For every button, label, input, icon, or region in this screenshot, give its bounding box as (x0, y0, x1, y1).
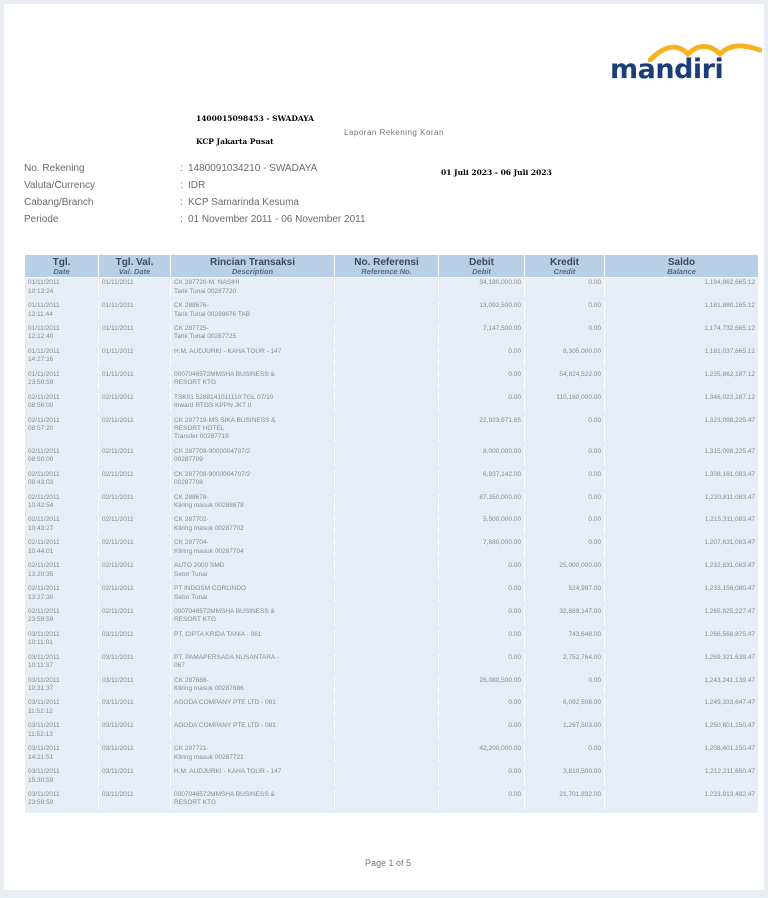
debit-cell: 5,500,000.00 (439, 515, 525, 534)
meta-separator: : (180, 214, 183, 225)
description-cell: CK 288676- Tarik Tunai 00288676 TAB (171, 301, 335, 320)
description-cell: 0007046572MMSHA BUSINESS & RESORT KTG (171, 790, 335, 809)
header-date (25, 255, 99, 278)
table-header-row (25, 255, 759, 278)
header-main: Tgl. (52, 257, 71, 268)
header-main: Debit (469, 257, 494, 268)
table-row (25, 744, 759, 763)
val-date-cell: 03/11/2011 (99, 676, 171, 695)
header-credit (525, 255, 605, 278)
reference-cell (335, 416, 439, 443)
table-row (25, 767, 759, 786)
date-cell: 02/11/2011 08:57:20 (25, 416, 99, 443)
table-row (25, 698, 759, 717)
debit-cell: 0.00 (439, 347, 525, 366)
header-main: Saldo (667, 257, 696, 268)
description-cell: PT. PAMAPERSADA NUSANTARA - 067 (171, 653, 335, 672)
description-cell: 0007046572MMSHA BUSINESS & RESORT KTG (171, 607, 335, 626)
transaction-rows (25, 278, 759, 813)
credit-cell: 0.00 (525, 278, 605, 297)
balance-cell: 1,220,811,083.47 (605, 493, 759, 512)
table-row (25, 561, 759, 580)
header-balance (605, 255, 759, 278)
credit-cell: 0.00 (525, 416, 605, 443)
credit-cell: 0.00 (525, 515, 605, 534)
val-date-cell: 03/11/2011 (99, 767, 171, 786)
description-cell: CK 287709-9000004707/2 00287709 (171, 447, 335, 466)
balance-cell: 1,181,880,165.12 (605, 301, 759, 320)
date-cell: 03/11/2011 15:30:59 (25, 767, 99, 786)
mandiri-logo-text: mandiri (610, 54, 724, 85)
debit-cell: 0.00 (439, 370, 525, 389)
table-row (25, 393, 759, 412)
date-cell: 03/11/2011 10:31:37 (25, 676, 99, 695)
val-date-cell: 02/11/2011 (99, 470, 171, 489)
table-row (25, 493, 759, 512)
balance-cell: 1,265,825,227.47 (605, 607, 759, 626)
balance-cell: 1,215,311,083.47 (605, 515, 759, 534)
val-date-cell: 01/11/2011 (99, 301, 171, 320)
val-date-cell: 02/11/2011 (99, 561, 171, 580)
overlay-period-line: 01 Juli 2023 - 06 Juli 2023 (441, 168, 552, 177)
reference-cell (335, 493, 439, 512)
description-cell: CK 287708-9000004707/2 00287708 (171, 470, 335, 489)
meta-separator: : (180, 197, 183, 208)
date-cell: 02/11/2011 13:20:35 (25, 561, 99, 580)
header-sub: Balance (667, 267, 696, 276)
table-row (25, 653, 759, 672)
table-row (25, 607, 759, 626)
reference-cell (335, 538, 439, 557)
balance-cell: 1,208,401,150.47 (605, 744, 759, 763)
description-cell: CK 287702- Kliring masuk 00287702 (171, 515, 335, 534)
credit-cell: 524,997.00 (525, 584, 605, 603)
val-date-cell: 01/11/2011 (99, 370, 171, 389)
meta-value: 01 November 2011 - 06 November 2011 (188, 214, 366, 225)
debit-cell: 26,080,500.00 (439, 676, 525, 695)
debit-cell: 0.00 (439, 790, 525, 809)
header-sub: Credit (553, 267, 576, 276)
val-date-cell: 01/11/2011 (99, 347, 171, 366)
description-cell: AGODA COMPANY PTE LTD - 081 (171, 698, 335, 717)
credit-cell: 21,701,832.00 (525, 790, 605, 809)
table-row (25, 630, 759, 649)
description-cell: CK 287719-MS SIKA BUSINESS & RESORT HOTEL Transfer 00287719 (171, 416, 335, 443)
overlay-branch-line: KCP Jakarta Pusat (196, 137, 274, 146)
val-date-cell: 03/11/2011 (99, 653, 171, 672)
balance-cell: 1,194,862,665.12 (605, 278, 759, 297)
credit-cell: 0.00 (525, 744, 605, 763)
credit-cell: 1,267,503.00 (525, 721, 605, 740)
credit-cell: 2,752,764.00 (525, 653, 605, 672)
reference-cell (335, 630, 439, 649)
credit-cell: 743,648.00 (525, 630, 605, 649)
date-cell: 02/11/2011 08:50:00 (25, 447, 99, 466)
reference-cell (335, 470, 439, 489)
date-cell: 03/11/2011 10:11:01 (25, 630, 99, 649)
meta-value: 1480091034210 - SWADAYA (188, 163, 318, 174)
credit-cell: 0.00 (525, 676, 605, 695)
meta-row-currency (24, 177, 366, 194)
balance-cell: 1,232,631,083.47 (605, 561, 759, 580)
balance-cell: 1,174,732,665.12 (605, 324, 759, 343)
val-date-cell: 02/11/2011 (99, 538, 171, 557)
debit-cell: 0.00 (439, 698, 525, 717)
val-date-cell: 03/11/2011 (99, 698, 171, 717)
table-row (25, 301, 759, 320)
date-cell: 03/11/2011 11:52:12 (25, 698, 99, 717)
header-sub: Val. Date (118, 267, 151, 276)
header-sub: Description (231, 267, 274, 276)
val-date-cell: 02/11/2011 (99, 584, 171, 603)
date-cell: 03/11/2011 10:11:37 (25, 653, 99, 672)
date-cell: 02/11/2011 10:42:54 (25, 493, 99, 512)
date-cell: 03/11/2011 14:21:51 (25, 744, 99, 763)
meta-label: Cabang/Branch (24, 197, 94, 208)
row-divider (25, 809, 759, 813)
header-sub: Reference No. (361, 267, 412, 276)
meta-row-branch (24, 194, 366, 211)
reference-cell (335, 584, 439, 603)
val-date-cell: 02/11/2011 (99, 493, 171, 512)
description-cell: H.M. AUDJURKI - KAHA TOUR - 147 (171, 767, 335, 786)
reference-cell (335, 790, 439, 809)
table-row (25, 676, 759, 695)
meta-row-period (24, 211, 366, 228)
credit-cell: 0.00 (525, 301, 605, 320)
val-date-cell: 02/11/2011 (99, 607, 171, 626)
reference-cell (335, 767, 439, 786)
description-cell: H.M. AUDJURKI - KAHA TOUR - 147 (171, 347, 335, 366)
credit-cell: 0.00 (525, 447, 605, 466)
val-date-cell: 02/11/2011 (99, 393, 171, 412)
date-cell: 03/11/2011 23:59:59 (25, 790, 99, 809)
balance-cell: 1,233,913,482.47 (605, 790, 759, 809)
val-date-cell: 01/11/2011 (99, 324, 171, 343)
meta-label: Valuta/Currency (24, 180, 95, 191)
date-cell: 02/11/2011 10:43:27 (25, 515, 99, 534)
table-row (25, 515, 759, 534)
header-main: Kredit (550, 257, 579, 268)
description-cell: PT INDOSM CORLINDO Setor Tunai (171, 584, 335, 603)
balance-cell: 1,269,321,639.47 (605, 653, 759, 672)
reference-cell (335, 324, 439, 343)
description-cell: CK 287704- Kliring masuk 00287704 (171, 538, 335, 557)
debit-cell: 6,937,142.00 (439, 470, 525, 489)
header-sub: Debit (472, 267, 491, 276)
description-cell: AUTO 2000 SMD Setor Tunai (171, 561, 335, 580)
description-cell: CK 288678- Kliring masuk 00288678 (171, 493, 335, 512)
val-date-cell: 02/11/2011 (99, 447, 171, 466)
table-row (25, 370, 759, 389)
header-description (171, 255, 335, 278)
val-date-cell: 02/11/2011 (99, 515, 171, 534)
credit-cell: 0.00 (525, 493, 605, 512)
date-cell: 02/11/2011 23:59:59 (25, 607, 99, 626)
reference-cell (335, 347, 439, 366)
balance-cell: 1,212,211,650.47 (605, 767, 759, 786)
debit-cell: 0.00 (439, 767, 525, 786)
date-cell: 01/11/2011 12:12:40 (25, 324, 99, 343)
table-row (25, 324, 759, 343)
table-row (25, 790, 759, 809)
date-cell: 02/11/2011 08:56:00 (25, 393, 99, 412)
reference-cell (335, 698, 439, 717)
header-reference (335, 255, 439, 278)
balance-cell: 1,308,161,083.47 (605, 470, 759, 489)
balance-cell: 1,243,241,139.47 (605, 676, 759, 695)
reference-cell (335, 370, 439, 389)
debit-cell: 13,092,500.00 (439, 301, 525, 320)
val-date-cell: 01/11/2011 (99, 278, 171, 297)
ghost-title: Laporan Rekening Koran (344, 128, 444, 137)
debit-cell: 34,180,000.00 (439, 278, 525, 297)
val-date-cell: 03/11/2011 (99, 744, 171, 763)
reference-cell (335, 676, 439, 695)
date-cell: 02/11/2011 10:44:01 (25, 538, 99, 557)
header-debit (439, 255, 525, 278)
date-cell: 02/11/2011 13:27:30 (25, 584, 99, 603)
meta-label: No. Rekening (24, 163, 85, 174)
meta-value: KCP Samarinda Kesuma (188, 197, 299, 208)
balance-cell: 1,315,098,225.47 (605, 447, 759, 466)
description-cell: 0007046572MMSHA BUSINESS & RESORT KTG (171, 370, 335, 389)
credit-cell: 3,810,500.00 (525, 767, 605, 786)
debit-cell: 0.00 (439, 561, 525, 580)
table-row (25, 347, 759, 366)
header-val-date (99, 255, 171, 278)
debit-cell: 0.00 (439, 607, 525, 626)
table-row (25, 721, 759, 740)
description-cell: CK 287721- Kliring masuk 00287721 (171, 744, 335, 763)
meta-value: IDR (188, 180, 206, 191)
debit-cell: 0.00 (439, 653, 525, 672)
credit-cell: 110,160,000.00 (525, 393, 605, 412)
date-cell: 01/11/2011 23:59:59 (25, 370, 99, 389)
debit-cell: 42,200,000.00 (439, 744, 525, 763)
account-info (24, 160, 366, 228)
balance-cell: 1,346,022,187.12 (605, 393, 759, 412)
transaction-table (24, 254, 759, 813)
debit-cell: 0.00 (439, 393, 525, 412)
description-cell: TSK01 5288141011110 TGL 07/10 Inward RTGS KPPN JKT II (171, 393, 335, 412)
reference-cell (335, 393, 439, 412)
header-main: No. Referensi (354, 257, 419, 268)
balance-cell: 1,207,631,083.47 (605, 538, 759, 557)
description-cell: AGODA COMPANY PTE LTD - 081 (171, 721, 335, 740)
reference-cell (335, 515, 439, 534)
meta-separator: : (180, 180, 183, 191)
reference-cell (335, 653, 439, 672)
table-row (25, 416, 759, 443)
mandiri-logo (610, 38, 762, 88)
description-cell: PT. CIPTA KRIDA TANIA - 061 (171, 630, 335, 649)
val-date-cell: 03/11/2011 (99, 721, 171, 740)
reference-cell (335, 301, 439, 320)
row-divider-cell (25, 809, 759, 813)
credit-cell: 54,824,522.00 (525, 370, 605, 389)
statement-page (4, 4, 764, 890)
debit-cell: 0.00 (439, 584, 525, 603)
credit-cell: 0.00 (525, 470, 605, 489)
reference-cell (335, 278, 439, 297)
reference-cell (335, 561, 439, 580)
debit-cell: 22,923,971.65 (439, 416, 525, 443)
credit-cell: 6,092,508.00 (525, 698, 605, 717)
date-cell: 01/11/2011 14:27:16 (25, 347, 99, 366)
description-cell: CK 287686- Kliring masuk 00287686 (171, 676, 335, 695)
meta-label: Periode (24, 214, 59, 225)
overlay-account-line: 1400015098453 - SWADAYA (196, 114, 314, 123)
balance-cell: 1,266,568,875.47 (605, 630, 759, 649)
val-date-cell: 03/11/2011 (99, 630, 171, 649)
reference-cell (335, 721, 439, 740)
balance-cell: 1,323,098,225.47 (605, 416, 759, 443)
credit-cell: 32,669,147.00 (525, 607, 605, 626)
credit-cell: 25,000,000.00 (525, 561, 605, 580)
page-indicator: Page 1 of 5 (364, 858, 412, 868)
debit-cell: 0.00 (439, 630, 525, 649)
balance-cell: 1,233,156,080.47 (605, 584, 759, 603)
debit-cell: 87,350,000.00 (439, 493, 525, 512)
meta-row-account (24, 160, 366, 177)
balance-cell: 1,250,601,150.47 (605, 721, 759, 740)
credit-cell: 0.00 (525, 538, 605, 557)
val-date-cell: 02/11/2011 (99, 416, 171, 443)
meta-separator: : (180, 163, 183, 174)
reference-cell (335, 607, 439, 626)
debit-cell: 7,147,500.00 (439, 324, 525, 343)
debit-cell: 8,000,000.00 (439, 447, 525, 466)
reference-cell (335, 447, 439, 466)
header-main: Tgl. Val. (115, 257, 154, 268)
table-row (25, 447, 759, 466)
header-sub: Date (53, 267, 70, 276)
date-cell: 02/11/2011 08:43:03 (25, 470, 99, 489)
description-cell: CK 287720-M. NASIHI Tarik Tunai 00287720 (171, 278, 335, 297)
date-cell: 03/11/2011 11:52:13 (25, 721, 99, 740)
debit-cell: 7,680,000.00 (439, 538, 525, 557)
balance-cell: 1,235,862,187.12 (605, 370, 759, 389)
table-row (25, 538, 759, 557)
val-date-cell: 03/11/2011 (99, 790, 171, 809)
credit-cell: 0.00 (525, 324, 605, 343)
date-cell: 01/11/2011 10:13:24 (25, 278, 99, 297)
description-cell: CK 287725- Tarik Tunai 00287725 (171, 324, 335, 343)
debit-cell: 0.00 (439, 721, 525, 740)
header-main: Rincian Transaksi (209, 257, 296, 268)
table-row (25, 584, 759, 603)
balance-cell: 1,181,037,665.12 (605, 347, 759, 366)
reference-cell (335, 744, 439, 763)
table-row (25, 278, 759, 297)
credit-cell: 6,305,000.00 (525, 347, 605, 366)
table-row (25, 470, 759, 489)
date-cell: 01/11/2011 12:11:44 (25, 301, 99, 320)
balance-cell: 1,249,333,647.47 (605, 698, 759, 717)
